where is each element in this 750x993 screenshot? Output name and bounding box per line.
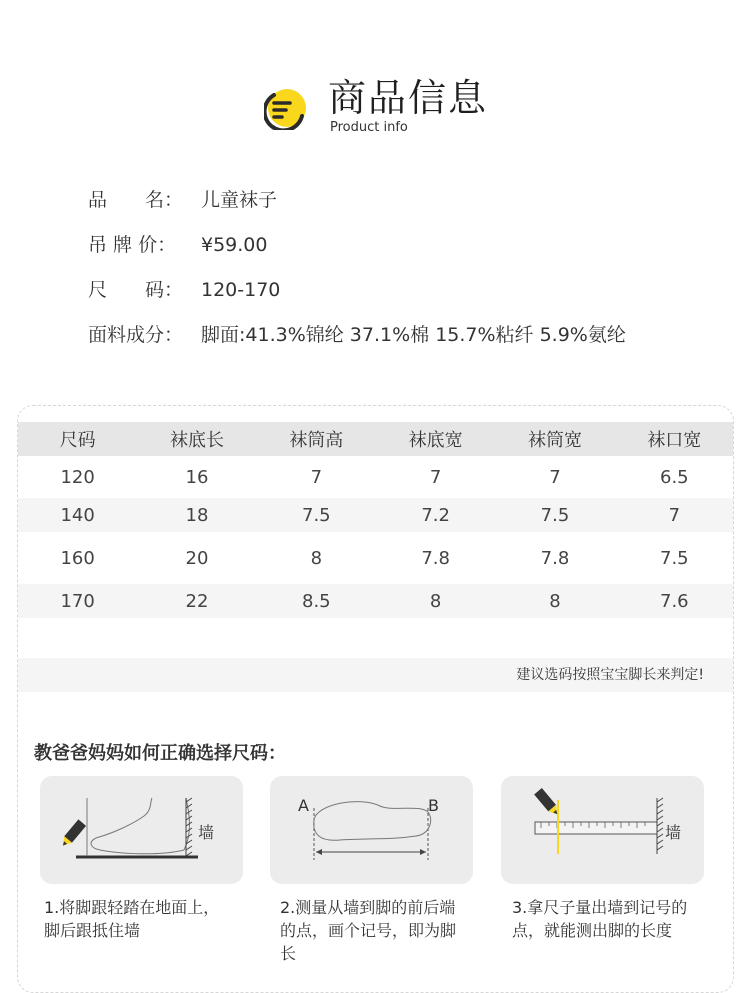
table-header-row	[18, 422, 734, 456]
column-header: 袜底长	[137, 422, 256, 456]
column-header: 袜筒高	[257, 422, 376, 456]
info-value: 120-170	[201, 279, 281, 301]
info-value: 儿童袜子	[201, 189, 278, 211]
page-title: 商品信息	[328, 76, 489, 120]
info-label: 吊 牌 价：	[88, 234, 177, 256]
table-cell: 7.5	[615, 532, 734, 584]
table-cell: 22	[137, 584, 256, 618]
column-header: 尺码	[18, 422, 137, 456]
page-subtitle: Product info	[330, 120, 408, 135]
table-cell: 8	[495, 584, 614, 618]
info-value: 脚面:41.3%锦纶 37.1%棉 15.7%粘纤 5.9%氨纶	[201, 324, 626, 346]
table-row	[18, 456, 734, 498]
step-3-text: 3.拿尺子量出墙到记号的点，就能测出脚的长度	[512, 898, 688, 940]
point-b-label: B	[428, 796, 439, 815]
size-suggestion-note: 建议选码按照宝宝脚长来判定!	[18, 658, 734, 692]
column-header: 袜口宽	[615, 422, 734, 456]
table-cell: 140	[18, 498, 137, 532]
footprint-measure-icon	[270, 776, 473, 884]
document-lines-icon	[264, 86, 312, 130]
table-cell: 7	[376, 456, 495, 498]
step-1-text: 1.将脚跟轻踏在地面上，脚后跟抵住墙	[44, 898, 220, 940]
info-row-name	[88, 186, 708, 231]
table-cell: 7.2	[376, 498, 495, 532]
info-value: ¥59.00	[201, 234, 268, 256]
table-cell: 170	[18, 584, 137, 618]
product-info-header	[0, 70, 750, 140]
size-table	[18, 422, 734, 618]
info-row-price	[88, 231, 708, 276]
product-info-list	[88, 186, 708, 381]
step-3-illustration	[501, 776, 704, 884]
info-label: 面料成分：	[88, 324, 184, 346]
table-cell: 120	[18, 456, 137, 498]
wall-label: 墙	[665, 823, 682, 842]
step-2-text: 2.测量从墙到脚的前后端的点，画个记号，即为脚长	[280, 898, 457, 963]
table-cell: 7.5	[495, 498, 614, 532]
info-label: 品 名：	[88, 189, 184, 211]
table-row	[18, 498, 734, 532]
table-cell: 7	[615, 498, 734, 532]
info-row-material	[88, 321, 708, 381]
table-cell: 16	[137, 456, 256, 498]
table-cell: 18	[137, 498, 256, 532]
wall-label: 墙	[198, 823, 215, 842]
table-cell: 8.5	[257, 584, 376, 618]
column-header: 袜筒宽	[495, 422, 614, 456]
pencil-icon	[59, 819, 86, 848]
column-header: 袜底宽	[376, 422, 495, 456]
table-row	[18, 532, 734, 584]
step-1-illustration	[40, 776, 243, 884]
info-row-size	[88, 276, 708, 321]
table-cell: 7	[495, 456, 614, 498]
howto-title: 教爸爸妈妈如何正确选择尺码：	[34, 743, 286, 764]
info-label: 尺 码：	[88, 279, 184, 301]
table-cell: 7	[257, 456, 376, 498]
size-guide-card	[17, 405, 734, 993]
table-cell: 8	[376, 584, 495, 618]
point-a-label: A	[298, 796, 309, 815]
table-cell: 7.8	[495, 532, 614, 584]
table-cell: 7.6	[615, 584, 734, 618]
table-cell: 7.5	[257, 498, 376, 532]
step-2-illustration	[270, 776, 473, 884]
table-row	[18, 584, 734, 618]
table-cell: 6.5	[615, 456, 734, 498]
table-cell: 7.8	[376, 532, 495, 584]
table-cell: 8	[257, 532, 376, 584]
table-cell: 160	[18, 532, 137, 584]
table-cell: 20	[137, 532, 256, 584]
